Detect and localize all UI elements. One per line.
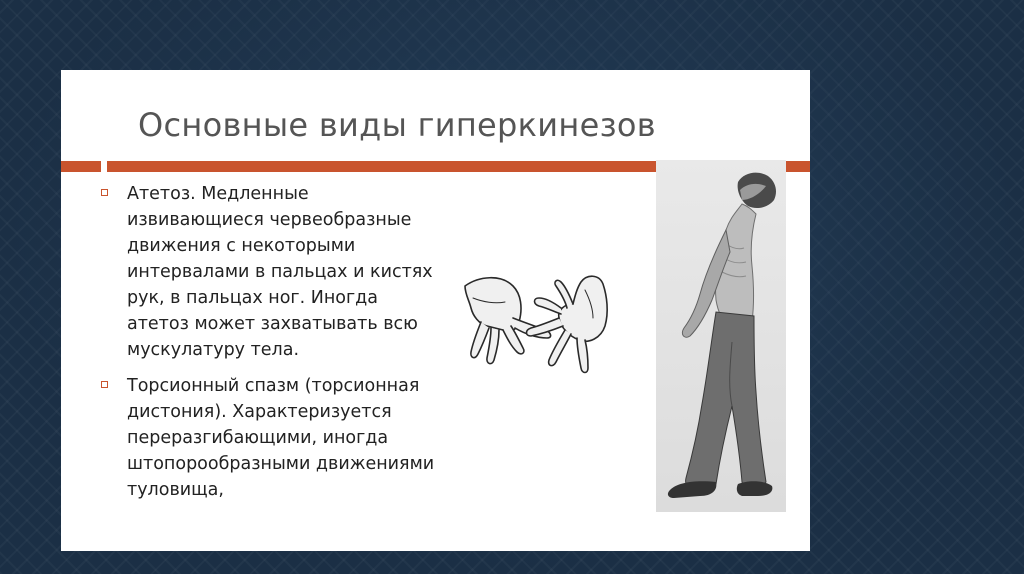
bullet-item-athetosis	[101, 181, 441, 363]
slide-title: Основные виды гиперкинезов	[138, 106, 656, 144]
bullet-text: Атетоз. Медленные извивающиеся червеобразные движения с некоторыми интервалами в пальцах и кистях рук, в пальцах ног. Иногда атетоз может захватывать всю мускулатуру тела.	[127, 184, 433, 360]
bullet-text: Торсионный спазм (торсионная дистония). Характеризуется переразгибающими, иногда штопорообразными движениями туловища,	[127, 376, 435, 500]
bullet-list	[101, 181, 441, 513]
torsion-spasm-figure-photo	[656, 160, 786, 512]
hollow-square-bullet-icon	[101, 189, 108, 196]
athetosis-hands-illustration	[461, 268, 621, 380]
title-rule-left	[61, 161, 101, 172]
bullet-item-torsion-spasm	[101, 373, 441, 503]
hollow-square-bullet-icon	[101, 381, 108, 388]
slide	[61, 70, 810, 551]
